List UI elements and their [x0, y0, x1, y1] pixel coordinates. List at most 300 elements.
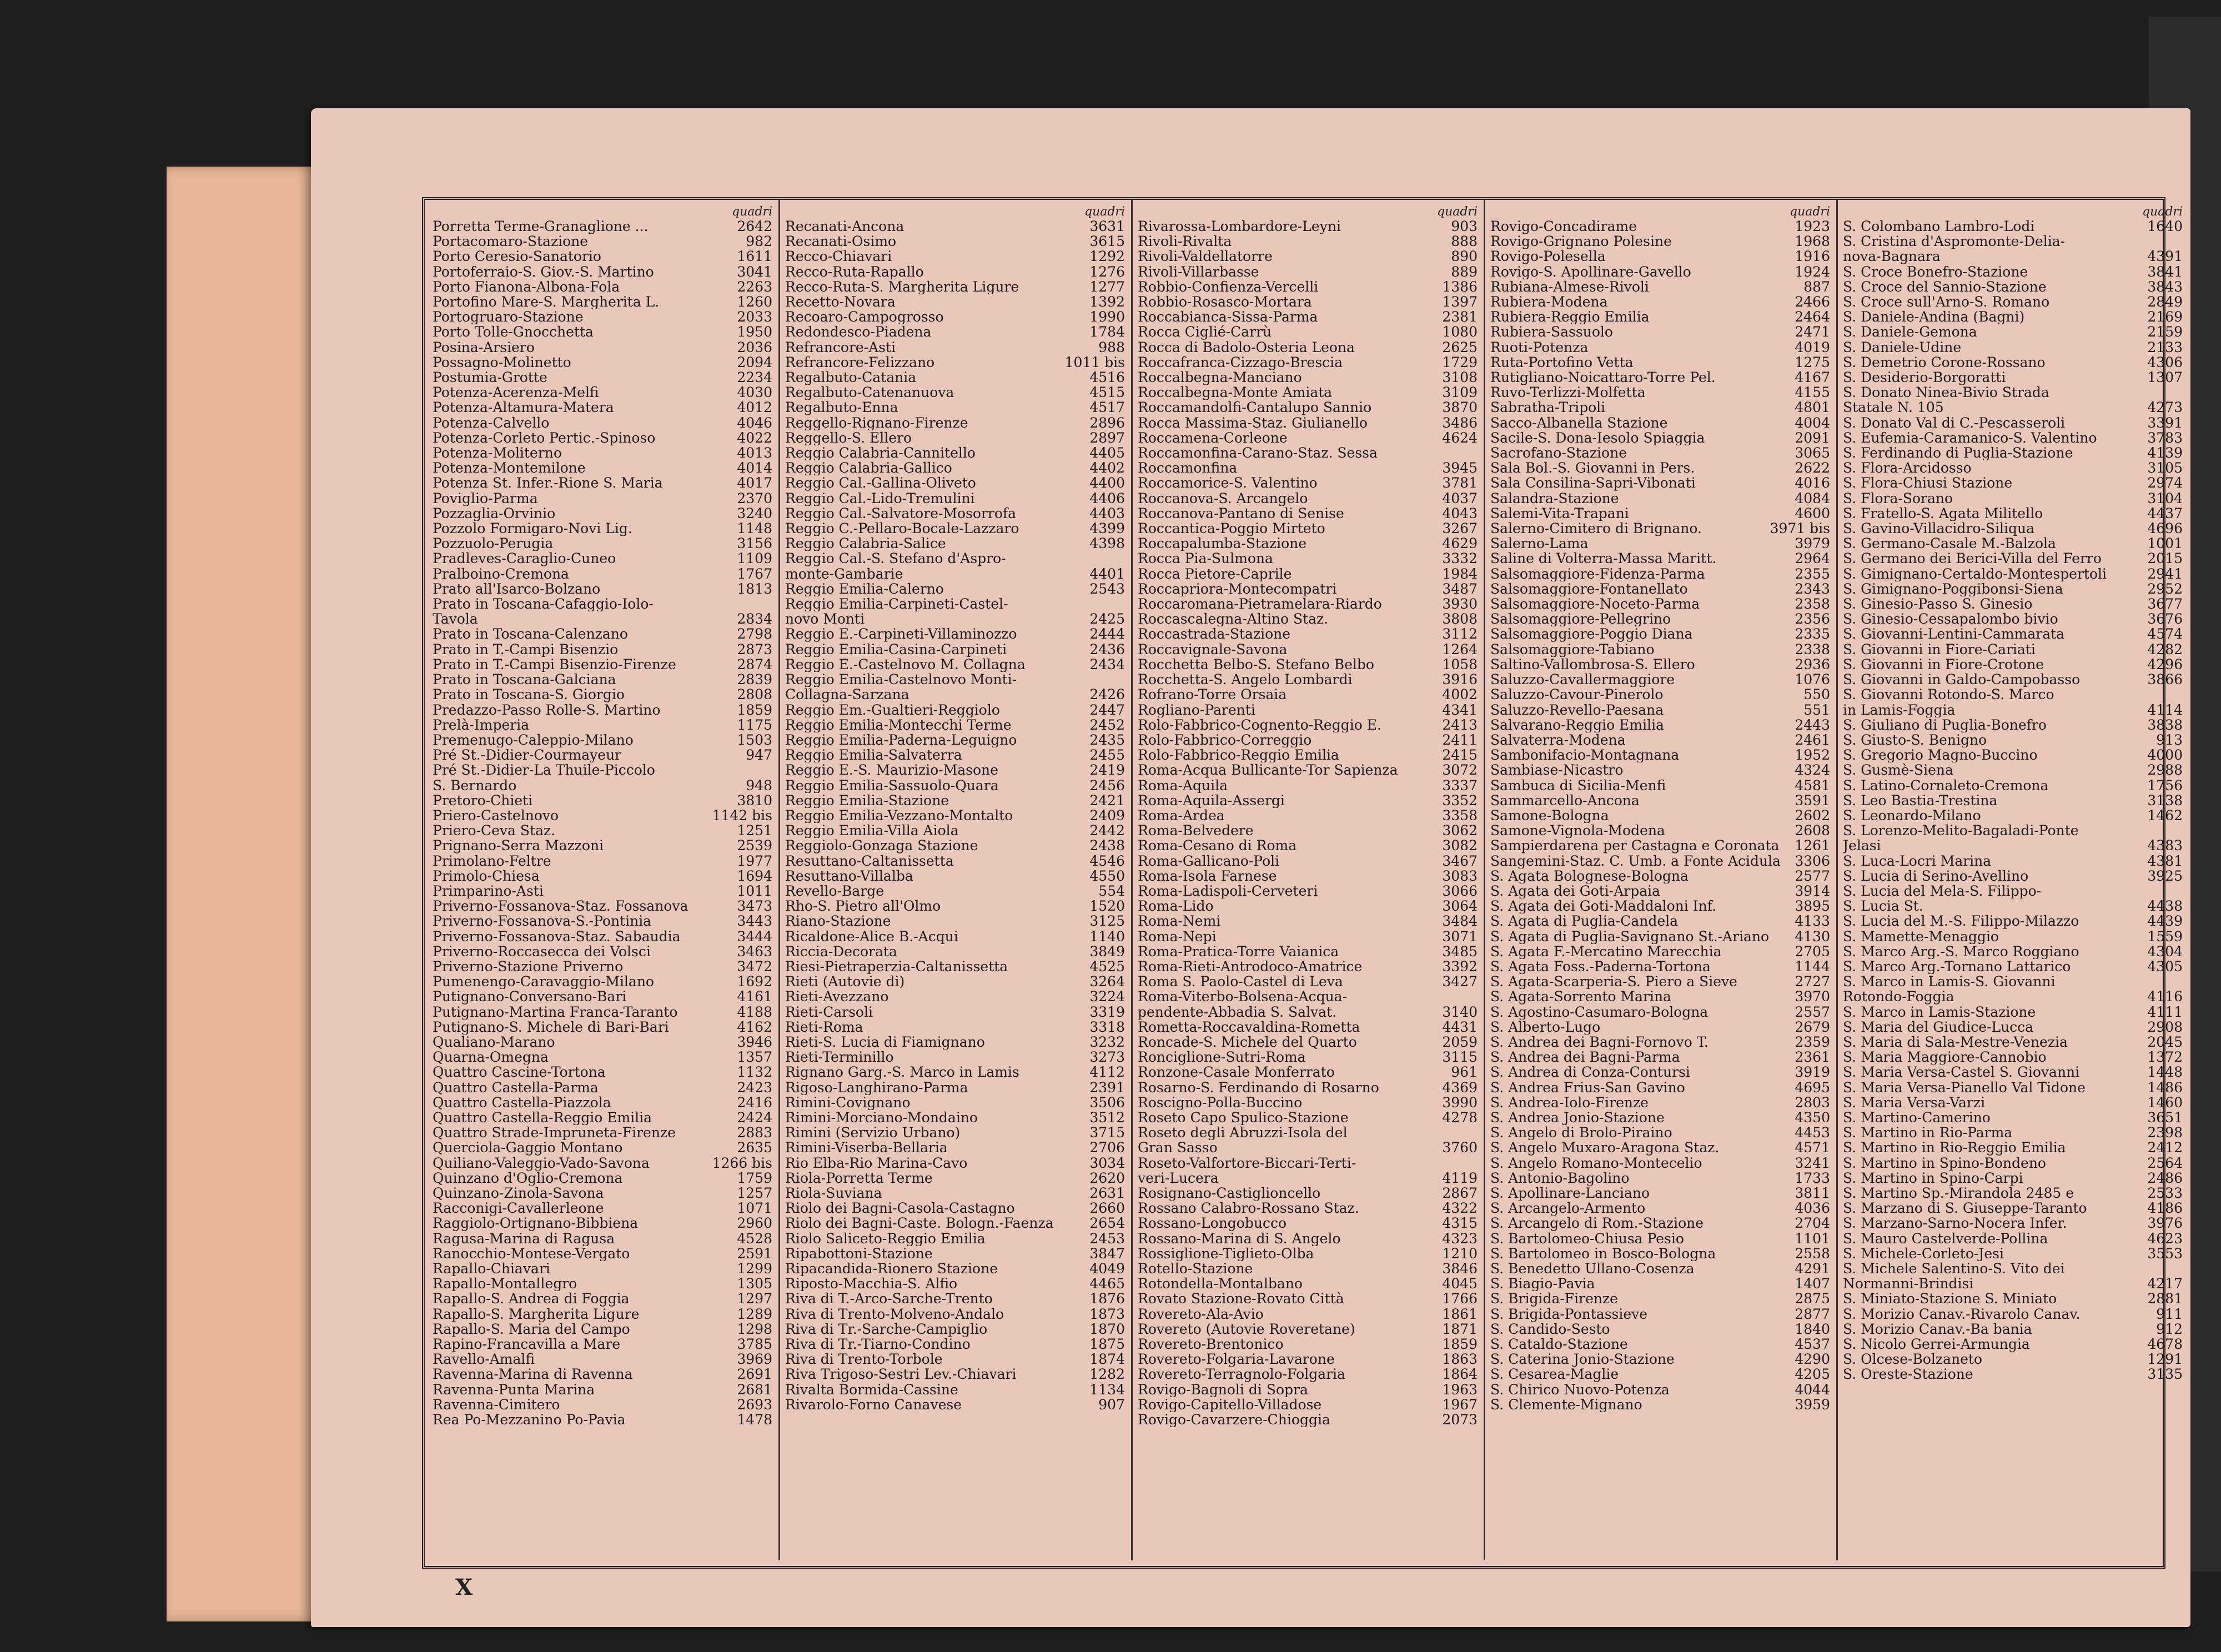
route-name: Rossano Calabro-Rossano Staz. — [1138, 1201, 1359, 1216]
index-entry — [430, 1140, 775, 1155]
table-number: 888 — [1451, 234, 1478, 249]
route-name: S. Cataldo-Stazione — [1490, 1337, 1628, 1352]
index-entry — [1488, 1050, 1832, 1064]
index-column-3 — [1135, 205, 1480, 1560]
table-number: 3919 — [1795, 1064, 1830, 1080]
route-name: Rutigliano-Noicattaro-Torre Pel. — [1490, 370, 1716, 385]
route-name: Ravello-Amalfi — [433, 1352, 535, 1367]
route-name: Reggio Emilia-Villa Aiola — [785, 823, 959, 838]
route-name: Salsomaggiore-Noceto-Parma — [1490, 596, 1700, 612]
route-name: Sacrofano-Stazione — [1490, 445, 1627, 461]
index-entry — [783, 808, 1127, 823]
table-number: 4119 — [1442, 1170, 1478, 1186]
index-entry — [1135, 506, 1480, 521]
table-number: 3838 — [2147, 717, 2183, 732]
table-number: 1357 — [737, 1050, 772, 1065]
index-entry — [783, 1201, 1127, 1216]
index-entry — [783, 355, 1127, 370]
table-number: 3108 — [1442, 370, 1478, 385]
table-number: 2381 — [1442, 309, 1478, 325]
index-entry — [1488, 808, 1832, 823]
index-entry — [1135, 1246, 1480, 1261]
table-number: 2435 — [1089, 732, 1125, 748]
table-number: 2059 — [1442, 1034, 1478, 1050]
table-number: 1916 — [1795, 249, 1830, 264]
route-name: Roccafranca-Cizzago-Brescia — [1138, 354, 1343, 370]
route-name: S. Olcese-Bolzaneto — [1843, 1352, 1982, 1367]
index-entry — [783, 566, 1127, 581]
route-name: S. Andrea dei Bagni-Fornovo T. — [1490, 1034, 1709, 1050]
index-entry — [783, 460, 1127, 475]
index-entry — [1135, 309, 1480, 324]
table-number: 3391 — [2147, 415, 2183, 430]
index-entry — [430, 475, 775, 490]
route-name: Saluzzo-Cavour-Pinerolo — [1490, 687, 1664, 702]
index-entry — [1841, 1186, 2185, 1201]
route-name: S. Brigida-Firenze — [1490, 1291, 1618, 1307]
index-entry — [430, 1186, 775, 1201]
index-entry — [430, 702, 775, 717]
table-number: 1963 — [1442, 1382, 1478, 1397]
table-number: 1863 — [1442, 1352, 1478, 1367]
index-entry — [1135, 1231, 1480, 1246]
index-entry — [430, 1397, 775, 1412]
index-entry — [430, 309, 775, 324]
table-number: 1859 — [1442, 1337, 1478, 1352]
table-number: 3112 — [1442, 626, 1478, 642]
route-name: Rocca Pia-Sulmona — [1138, 551, 1273, 566]
route-name: S. Colombano Lambro-Lodi — [1843, 219, 2035, 234]
index-entry — [1488, 687, 1832, 702]
index-entry — [783, 838, 1127, 853]
table-number: 4439 — [2147, 913, 2183, 929]
table-number: 4046 — [737, 415, 772, 430]
index-entry — [1135, 1397, 1480, 1412]
route-name: S. Antonio-Bagolino — [1490, 1170, 1630, 1186]
route-name: Salsomaggiore-Fidenza-Parma — [1490, 566, 1705, 581]
index-entry — [1488, 551, 1832, 566]
index-entry — [1841, 1307, 2185, 1322]
route-name: Prignano-Serra Mazzoni — [433, 838, 604, 853]
index-entry — [430, 1367, 775, 1382]
route-name: Recco-Ruta-Rapallo — [785, 264, 924, 279]
index-entry — [1841, 611, 2185, 626]
table-number: 4517 — [1089, 400, 1125, 415]
route-name: Riola-Porretta Terme — [785, 1170, 933, 1186]
route-name: Salsomaggiore-Poggio Diana — [1490, 626, 1693, 642]
route-name: Reggio Emilia-Sassuolo-Quara — [785, 777, 999, 793]
route-name: Roma-Gallicano-Poli — [1138, 853, 1280, 868]
table-number: 1813 — [737, 581, 772, 597]
index-entry — [1841, 1291, 2185, 1306]
route-name: S. Angelo Muxaro-Aragona Staz. — [1490, 1140, 1720, 1156]
route-name: S. Mamette-Menaggio — [1843, 928, 1999, 944]
route-name: Saluzzo-Cavallermaggiore — [1490, 672, 1675, 687]
route-name: Rovato Stazione-Rovato Città — [1138, 1291, 1344, 1307]
table-number: 4624 — [1442, 430, 1478, 446]
route-name: Reggio Em.-Gualtieri-Reggiolo — [785, 702, 1000, 717]
index-entry — [430, 460, 775, 475]
table-number: 1503 — [737, 732, 772, 748]
table-number: 1968 — [1795, 234, 1830, 249]
table-number: 3065 — [1795, 445, 1830, 461]
index-entry — [783, 778, 1127, 793]
table-number: 2964 — [1795, 551, 1830, 566]
table-number: 4801 — [1795, 400, 1830, 415]
table-number: 4678 — [2147, 1337, 2183, 1352]
index-entry — [783, 1276, 1127, 1291]
index-entry — [1488, 898, 1832, 913]
index-entry — [783, 340, 1127, 355]
table-number: 2045 — [2147, 1034, 2183, 1050]
route-name: Collagna-Sarzana — [785, 687, 909, 702]
route-name: Reggio Calabria-Cannitello — [785, 445, 976, 461]
index-entry — [783, 883, 1127, 898]
table-number: 1076 — [1795, 672, 1830, 687]
route-name: Reggio C.-Pellaro-Bocale-Lazzaro — [785, 521, 1019, 536]
route-name: Rolo-Fabbrico-Cognento-Reggio E. — [1138, 717, 1381, 732]
route-name: S. Lucia del Mela-S. Filippo- — [1843, 883, 2042, 899]
index-entry — [1488, 823, 1832, 838]
table-number: 3810 — [737, 792, 772, 808]
table-number: 1756 — [2147, 777, 2183, 793]
index-entry — [1135, 853, 1480, 868]
index-entry — [1488, 370, 1832, 385]
route-name: Potenza-Acerenza-Melfi — [433, 385, 599, 400]
route-name: Regalbuto-Catania — [785, 370, 917, 385]
index-entry — [1135, 551, 1480, 566]
table-number: 2877 — [1795, 1306, 1830, 1322]
column-header: quadri — [1084, 205, 1125, 219]
route-name: Saline di Volterra-Massa Maritt. — [1490, 551, 1717, 566]
route-name: S. Ginesio-Passo S. Ginesio — [1843, 596, 2033, 612]
table-number: 3352 — [1442, 792, 1478, 808]
route-name: Riva di T.-Arco-Sarche-Trento — [785, 1291, 993, 1307]
index-entry — [1841, 1246, 2185, 1261]
table-number: 2941 — [2147, 566, 2183, 581]
route-name: pendente-Abbadia S. Salvat. — [1138, 1004, 1337, 1020]
index-entry — [783, 491, 1127, 506]
route-name: S. Candido-Sesto — [1490, 1321, 1610, 1337]
table-number: 554 — [1098, 883, 1125, 899]
route-name: S. Fratello-S. Agata Militello — [1843, 505, 2043, 521]
index-entry — [430, 989, 775, 1004]
index-entry — [430, 1291, 775, 1306]
table-number: 1386 — [1442, 279, 1478, 295]
index-entry — [1488, 1125, 1832, 1140]
route-name: Potenza St. Infer.-Rione S. Maria — [433, 475, 663, 491]
index-column-1 — [430, 205, 775, 1560]
index-entry — [1488, 400, 1832, 415]
table-number: 4049 — [1089, 1261, 1125, 1277]
index-entry — [783, 974, 1127, 989]
index-entry — [1488, 309, 1832, 324]
route-name: Reggio Emilia-Vezzano-Montalto — [785, 807, 1013, 824]
route-name: Roccamena-Corleone — [1138, 430, 1288, 446]
table-number: 3463 — [737, 943, 772, 959]
table-number: 4516 — [1089, 370, 1125, 385]
route-name: Roma-Rieti-Antrodoco-Amatrice — [1138, 958, 1363, 975]
table-number: 1873 — [1089, 1306, 1125, 1322]
route-name: Quarna-Omegna — [433, 1050, 549, 1065]
route-name: Rossano-Longobucco — [1138, 1216, 1287, 1231]
table-number: 1291 — [2147, 1352, 2183, 1367]
route-name: Rovereto (Autovie Roveretane) — [1138, 1321, 1355, 1337]
index-entry — [783, 1125, 1127, 1140]
table-number: 947 — [746, 747, 772, 763]
route-name: Samone-Vignola-Modena — [1490, 823, 1665, 838]
table-number: 2622 — [1795, 460, 1830, 476]
route-name: Reggiolo-Gonzaga Stazione — [785, 838, 978, 853]
route-name: S. Marzano di S. Giuseppe-Taranto — [1843, 1201, 2087, 1216]
route-name: S. Germano dei Berici-Villa del Ferro — [1843, 551, 2102, 566]
table-number: 911 — [2156, 1306, 2183, 1322]
index-entry — [1841, 1110, 2185, 1125]
table-number: 2471 — [1795, 324, 1830, 340]
index-entry — [1488, 702, 1832, 717]
column-divider — [1836, 200, 1838, 1560]
table-number: 1859 — [737, 702, 772, 717]
route-name: S. Maria del Giudice-Lucca — [1843, 1019, 2034, 1035]
index-entry — [783, 264, 1127, 279]
table-number: 1134 — [1089, 1382, 1125, 1397]
table-number: 3615 — [1089, 234, 1125, 249]
table-number: 3808 — [1442, 611, 1478, 627]
route-name: Ragusa-Marina di Ragusa — [433, 1231, 615, 1246]
route-name: S. Oreste-Stazione — [1843, 1367, 1973, 1382]
table-number: 1001 — [2147, 536, 2183, 551]
route-name: S. Marco Arg.-S. Marco Roggiano — [1843, 943, 2079, 959]
index-entry — [1488, 717, 1832, 732]
route-name: S. Nicolo Gerrei-Armungia — [1843, 1337, 2030, 1352]
index-entry — [1488, 596, 1832, 611]
route-name: Salerno-Cimitero di Brignano. — [1490, 521, 1702, 536]
index-entry — [1841, 702, 2185, 717]
index-entry — [1135, 1140, 1480, 1155]
table-number: 3959 — [1795, 1397, 1830, 1413]
index-entry — [1841, 370, 2185, 385]
index-entry — [783, 475, 1127, 490]
route-name: S. Martino in Spino-Bondeno — [1843, 1155, 2046, 1171]
route-name: Roma-Lido — [1138, 898, 1214, 914]
route-name: Porto Ceresio-Sanatorio — [433, 249, 601, 264]
route-name: S. Agostino-Casumaro-Bologna — [1490, 1004, 1709, 1020]
table-number: 3083 — [1442, 868, 1478, 883]
table-number: 1559 — [2147, 928, 2183, 944]
table-number: 1784 — [1089, 324, 1125, 340]
table-number: 2464 — [1795, 309, 1830, 325]
route-name: Rivarossa-Lombardore-Leyni — [1138, 219, 1341, 234]
table-number: 2705 — [1795, 943, 1830, 959]
index-entry — [783, 672, 1127, 687]
index-entry — [1488, 566, 1832, 581]
route-name: S. Luca-Locri Marina — [1843, 853, 1992, 868]
table-number: 4696 — [2147, 521, 2183, 536]
index-entry — [783, 1156, 1127, 1171]
table-number: 1148 — [737, 521, 772, 536]
table-number: 1260 — [737, 294, 772, 310]
index-entry — [430, 1020, 775, 1035]
route-name: Rapino-Francavilla a Mare — [433, 1337, 621, 1352]
table-number: 1462 — [2147, 807, 2183, 824]
table-number: 1275 — [1795, 354, 1830, 370]
index-entry — [1135, 793, 1480, 808]
index-entry — [430, 1110, 775, 1125]
route-name: S. Andrea di Conza-Contursi — [1490, 1064, 1690, 1080]
route-name: S. Michele-Corleto-Jesi — [1843, 1246, 2004, 1262]
table-number: 887 — [1803, 279, 1830, 295]
index-entry — [1135, 566, 1480, 581]
route-name: S. Apollinare-Lanciano — [1490, 1186, 1650, 1201]
route-name: S. Giovanni in Fiore-Crotone — [1843, 656, 2044, 672]
index-entry — [1135, 1307, 1480, 1322]
index-entry — [783, 1322, 1127, 1337]
index-entry — [1488, 642, 1832, 657]
table-number: 4014 — [737, 460, 772, 476]
route-name: Priverno-Fossanova-S.-Pontinia — [433, 913, 652, 929]
index-entry — [1841, 642, 2185, 657]
route-name: Roccanova-S. Arcangelo — [1138, 490, 1308, 506]
index-entry — [783, 657, 1127, 672]
table-number: 4515 — [1089, 385, 1125, 400]
index-entry — [1841, 581, 2185, 596]
table-number: 3337 — [1442, 777, 1478, 793]
index-entry — [1841, 491, 2185, 506]
table-number: 2416 — [737, 1094, 772, 1110]
index-entry — [430, 1337, 775, 1352]
route-name: Priero-Ceva Staz. — [433, 823, 556, 838]
table-number: 1448 — [2147, 1064, 2183, 1080]
index-entry — [1135, 491, 1480, 506]
route-name: S. Gusmè-Siena — [1843, 762, 1953, 778]
table-number: 4304 — [2147, 943, 2183, 959]
route-name: S. Andrea Jonio-Stazione — [1490, 1109, 1665, 1126]
index-entry — [430, 1352, 775, 1367]
index-entry — [1488, 445, 1832, 460]
route-name: Rotondella-Montalbano — [1138, 1276, 1303, 1292]
route-name: Roccalbegna-Monte Amiata — [1138, 385, 1333, 400]
index-entry — [430, 385, 775, 400]
index-entry — [1135, 672, 1480, 687]
index-entry — [1488, 747, 1832, 762]
table-number: 2873 — [737, 641, 772, 657]
route-name: Rovereto-Terragnolo-Folgaria — [1138, 1367, 1345, 1382]
route-name: Roccabianca-Sissa-Parma — [1138, 309, 1318, 325]
table-number: 4546 — [1089, 853, 1125, 868]
table-number: 1397 — [1442, 294, 1478, 310]
index-entry — [1488, 611, 1832, 626]
route-name: Querciola-Gaggio Montano — [433, 1140, 623, 1156]
route-name: Recanati-Ancona — [785, 219, 905, 234]
route-name: Refrancore-Felizzano — [785, 354, 935, 370]
route-name: Rosarno-S. Ferdinando di Rosarno — [1138, 1079, 1379, 1095]
index-entry — [1488, 657, 1832, 672]
table-number: 3358 — [1442, 807, 1478, 824]
table-number: 2867 — [1442, 1186, 1478, 1201]
index-entry — [1135, 838, 1480, 853]
route-name: S. Martino in Spino-Carpi — [1843, 1170, 2023, 1186]
table-number: 2608 — [1795, 823, 1830, 838]
index-entry — [1135, 1080, 1480, 1095]
table-number: 4322 — [1442, 1201, 1478, 1216]
table-number: 1372 — [2147, 1050, 2183, 1065]
table-number: 3946 — [737, 1034, 772, 1050]
route-name: Riolo dei Bagni-Casola-Castagno — [785, 1201, 1015, 1216]
index-entry — [430, 1261, 775, 1276]
route-name: Roseto Capo Spulico-Stazione — [1138, 1109, 1349, 1126]
route-name: S. Angelo di Brolo-Piraino — [1490, 1125, 1672, 1141]
table-number: 3512 — [1089, 1109, 1125, 1126]
route-name: Pré St.-Didier-Courmayeur — [433, 747, 622, 763]
table-number: 3760 — [1442, 1140, 1478, 1156]
route-name: S. Benedetto Ullano-Cosenza — [1490, 1261, 1695, 1277]
index-entry — [783, 1246, 1127, 1261]
table-number: 2355 — [1795, 566, 1830, 581]
index-entry — [1841, 747, 2185, 762]
table-number: 4155 — [1795, 385, 1830, 400]
index-entry — [1841, 898, 2185, 913]
route-name: novo Monti — [785, 611, 865, 627]
table-number: 2419 — [1089, 762, 1125, 778]
index-entry — [1841, 1020, 2185, 1035]
table-number: 1967 — [1442, 1397, 1478, 1413]
route-name: S. Miniato-Stazione S. Miniato — [1843, 1291, 2057, 1307]
route-name: Porto Tolle-Gnocchetta — [433, 324, 594, 340]
route-name: Riolo Saliceto-Reggio Emilia — [785, 1231, 986, 1246]
table-number: 1984 — [1442, 566, 1478, 581]
route-name: Rovigo-Grignano Polesine — [1490, 234, 1672, 249]
route-name: Sala Consilina-Sapri-Vibonati — [1490, 475, 1696, 491]
route-name: S. Giovanni Rotondo-S. Marco — [1843, 687, 2054, 702]
route-name: Rovigo-Capitello-Villadose — [1138, 1397, 1322, 1413]
table-number: 913 — [2156, 732, 2183, 748]
table-number: 4350 — [1795, 1109, 1830, 1126]
index-entry — [783, 536, 1127, 551]
route-name: Roccamandolfi-Cantalupo Sannio — [1138, 400, 1372, 415]
index-entry — [1841, 717, 2185, 732]
index-entry — [1841, 596, 2185, 611]
index-entry — [430, 898, 775, 913]
index-entry — [1488, 1382, 1832, 1397]
index-entry — [430, 1246, 775, 1261]
table-number: 3485 — [1442, 943, 1478, 959]
route-name: Portacomaro-Stazione — [433, 234, 589, 249]
index-entry — [1488, 1095, 1832, 1110]
index-entry — [1135, 868, 1480, 883]
table-number: 4282 — [2147, 641, 2183, 657]
route-name: Rio Elba-Rio Marina-Cavo — [785, 1155, 968, 1171]
route-name: S. Croce sull'Arno-S. Romano — [1843, 294, 2050, 310]
route-name: S. Gimignano-Poggibonsi-Siena — [1843, 581, 2063, 597]
table-number: 3486 — [1442, 415, 1478, 430]
route-name: S. Lucia St. — [1843, 898, 1923, 914]
table-number: 2466 — [1795, 294, 1830, 310]
route-name: Salemi-Vita-Trapani — [1490, 505, 1629, 521]
route-name: S. Arcangelo di Rom.-Stazione — [1490, 1216, 1704, 1231]
index-entry — [1488, 1110, 1832, 1125]
route-name: S. Maria Maggiore-Cannobio — [1843, 1050, 2047, 1065]
table-number: 1251 — [737, 823, 772, 838]
table-number: 4406 — [1089, 490, 1125, 506]
table-number: 1611 — [737, 249, 772, 264]
route-name: Riva di Trento-Torbole — [785, 1352, 943, 1367]
table-number: 4437 — [2147, 505, 2183, 521]
table-number: 2557 — [1795, 1004, 1830, 1020]
index-entry — [1135, 687, 1480, 702]
table-number: 1140 — [1089, 928, 1125, 944]
route-name: S. Chirico Nuovo-Potenza — [1490, 1382, 1670, 1397]
index-entry — [1135, 1020, 1480, 1035]
